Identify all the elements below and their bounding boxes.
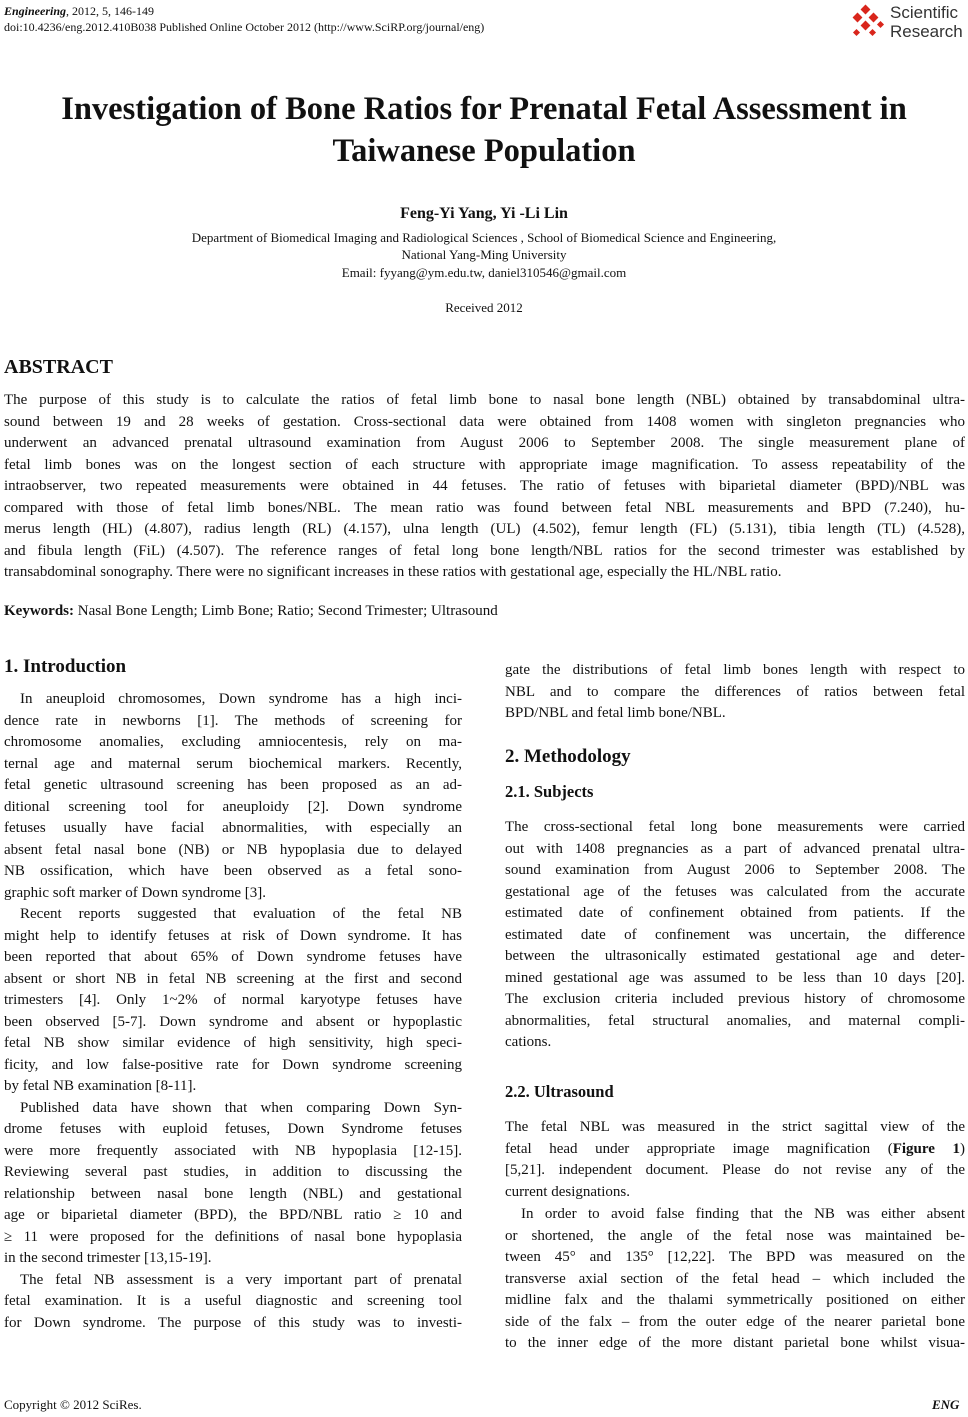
body-line: Recent reports suggested that evaluation of the fetal NB <box>20 906 462 922</box>
body-line: ditional screening tool for aneuploidy [2]. Down syndrome <box>4 798 462 815</box>
keywords-label: Keywords: <box>4 603 74 619</box>
body-line: [5,21]. independent document. Please do not revise any of the <box>505 1162 965 1178</box>
scirp-logo <box>848 2 966 42</box>
abstract-line: transabdominal sonography. There were no significant increases in these ratios with gestational age, especially the HL/NBL ratio. <box>4 564 782 580</box>
body-line: NB ossification, which have been observed as a fetal sono- <box>4 863 462 879</box>
body-line: dence rate in newborns [1]. The methods of screening for <box>4 712 462 729</box>
body-line: chromosome anomalies, excluding amniocentesis, rely on ma- <box>4 734 462 750</box>
abstract-line: underwent an advanced prenatal ultrasound examination from August 2006 to September 2008. The single measurement plane of <box>4 435 965 451</box>
body-line: abnormalities, fetal structural anomalies, and maternal compli- <box>505 1012 965 1029</box>
scirp-logo-icon <box>848 4 888 40</box>
body-line: In order to avoid false finding that the NB was either absent <box>521 1206 965 1222</box>
body-line: ficity, and low false-positive rate for Down syndrome screening <box>4 1056 462 1073</box>
body-line <box>505 1139 965 1161</box>
body-line: graphic soft marker of Down syndrome [3]. <box>4 884 267 901</box>
body-line: absent fetal nasal bone (NB) or NB hypoplasia due to delayed <box>4 841 462 858</box>
body-line: out with 1408 pregnancies as a part of advanced prenatal ultra- <box>505 840 965 857</box>
affiliation-line: National Yang-Ming University <box>401 247 567 262</box>
body-line: gestational age of the fetuses was calculated from the accurate <box>505 883 965 900</box>
body-line: Reviewing several past studies, in addition to discussing the <box>4 1164 462 1180</box>
body-line: to the inner edge of the more distant parietal bone whilst visua- <box>505 1335 965 1351</box>
abstract-line: sound between 19 and 28 weeks of gestation. Cross-sectional data were obtained from 1408 women with singleton pregnancies who <box>4 413 965 430</box>
logo-word-research: Research <box>890 22 963 41</box>
abstract-line: fetal limb bones was on the longest section of each structure with appropriate image magnification. To assess repeatability of the <box>4 456 965 473</box>
logo-word-scientific: Scientific <box>890 3 959 22</box>
body-line: The cross-sectional fetal long bone measurements were carried <box>505 819 965 835</box>
body-line: current designations. <box>505 1183 630 1200</box>
body-line: In aneuploid chromosomes, Down syndrome has a high inci- <box>20 691 462 707</box>
subsection-heading-subjects: 2.1. Subjects <box>505 782 594 801</box>
body-line: midline falx and the thalami symmetrically positioned on either <box>505 1292 965 1308</box>
body-line: drome fetuses with euploid fetuses, Down Syndrome fetuses <box>4 1121 462 1137</box>
body-line: relationship between nasal bone length (NBL) and gestational <box>4 1185 462 1202</box>
abstract-heading: ABSTRACT <box>4 356 113 378</box>
body-line: gate the distributions of fetal limb bones length with respect to <box>505 662 965 678</box>
body-line: absent or short NB in fetal NB screening at the first and second <box>4 970 462 987</box>
title-line: Taiwanese Population <box>332 133 636 169</box>
title-line: Investigation of Bone Ratios for Prenatal Fetal Assessment in <box>61 91 907 127</box>
body-line: been reported that about 65% of Down syndrome fetuses have <box>4 949 462 965</box>
body-line: tween 45° and 135° [12,22]. The BPD was measured on the <box>505 1249 965 1265</box>
body-line: trimesters [4]. Only 1~2% of normal karyotype fetuses have <box>4 992 462 1008</box>
body-line: by fetal NB examination [8-11]. <box>4 1078 197 1094</box>
body-line: between the ultrasonically estimated gestational age and deter- <box>505 948 965 964</box>
figure-reference-link[interactable]: Figure 1 <box>892 1140 960 1157</box>
abstract-line: and fibula length (FiL) (4.507). The reference ranges of fetal long bone length/NBL ratios for the second trimester was established by <box>4 542 965 559</box>
body-text: ) <box>960 1140 965 1157</box>
body-line: or shortened, the angle of the fetal nose was maintained be- <box>505 1227 965 1244</box>
body-line: The exclusion criteria included previous history of chromosome <box>505 991 965 1007</box>
journal-name: Engineering <box>4 4 67 18</box>
author-email: Email: fyyang@ym.edu.tw, daniel310546@gmail.com <box>341 265 627 280</box>
body-line: fetuses usually have facial abnormalities, with especially an <box>4 820 462 836</box>
body-line: BPD/NBL and fetal limb bone/NBL. <box>505 705 726 721</box>
body-line: side of the falx – from the outer edge of the nearer parietal bone <box>505 1313 965 1330</box>
body-line: fetal examination. It is a useful diagnostic and screening tool <box>4 1293 462 1309</box>
section-heading-introduction: 1. Introduction <box>4 656 127 677</box>
received-date: Received 2012 <box>445 300 523 315</box>
body-line: fetal NB show similar evidence of high sensitivity, high speci- <box>4 1035 462 1051</box>
section-heading-methodology: 2. Methodology <box>505 746 631 767</box>
journal-issue: , 2012, 5, 146-149 <box>66 4 155 18</box>
body-line: transverse axial section of the fetal head – which included the <box>505 1270 965 1287</box>
journal-citation <box>4 4 154 18</box>
body-line: fetal genetic ultrasound screening has been proposed as an ad- <box>4 777 462 793</box>
body-line: age or biparietal diameter (BPD), the BPD/NBL ratio ≥ 10 and <box>4 1207 462 1223</box>
body-line: might help to identify fetuses at risk of Down syndrome. It has <box>4 927 462 944</box>
authors: Feng-Yi Yang, Yi -Li Lin <box>400 205 568 222</box>
body-line: estimated date of confinement obtained from patients. If the <box>505 905 965 921</box>
body-line: ≥ 11 were proposed for the definitions of nasal bone hypoplasia <box>4 1228 462 1245</box>
body-line: been observed [5-7]. Down syndrome and absent or hypoplastic <box>4 1013 462 1030</box>
body-text: fetal head under appropriate image magnification ( <box>505 1140 893 1157</box>
body-line: ternal age and maternal serum biochemical markers. Recently, <box>4 755 462 772</box>
copyright: Copyright © 2012 SciRes. <box>4 1397 142 1412</box>
body-line: Published data have shown that when comparing Down Syn- <box>20 1099 462 1116</box>
body-line: The fetal NBL was measured in the strict sagittal view of the <box>505 1119 965 1135</box>
abstract-line: compared with those of fetal limb bones/NBL. The mean ratio was found between fetal NBL measurements and BPD (7.240), hu- <box>4 499 965 516</box>
subsection-heading-ultrasound: 2.2. Ultrasound <box>505 1082 614 1101</box>
body-line: sound examination from August 2006 to September 2008. The <box>505 862 965 878</box>
affiliation-line: Department of Biomedical Imaging and Radiological Sciences , School of Biomedical Science and Engineering, <box>191 230 777 245</box>
keywords-text: Nasal Bone Length; Limb Bone; Ratio; Second Trimester; Ultrasound <box>74 603 498 619</box>
body-line: The fetal NB assessment is a very important part of prenatal <box>20 1271 462 1288</box>
abstract-line: merus length (HL) (4.807), radius length (RL) (4.157), ulna length (UL) (4.502), femur length (FL) (5.131), tibia length (TL) (4.528), <box>4 521 965 537</box>
body-line: for Down syndrome. The purpose of this study was to investi- <box>4 1314 462 1331</box>
journal-abbreviation: ENG <box>932 1397 960 1412</box>
body-line: NBL and to compare the differences of ratios between fetal <box>505 683 965 700</box>
abstract-line: The purpose of this study is to calculate the ratios of fetal limb bone to nasal bone length (NBL) obtained by transabdominal ultra- <box>4 392 965 408</box>
paper-title <box>0 88 968 172</box>
doi-line: doi:10.4236/eng.2012.410B038 Published Online October 2012 (http://www.SciRP.org/journal/eng) <box>4 20 485 34</box>
body-line: cations. <box>505 1034 552 1050</box>
body-line: estimated date of confinement was uncertain, the difference <box>505 926 965 943</box>
body-line: were more frequently associated with NB hypoplasia [12-15]. <box>4 1142 462 1159</box>
body-line: mined gestational age was assumed to be less than 10 days [20]. <box>505 969 965 986</box>
abstract-line: intraobserver, two repeated measurements were obtained in 44 fetuses. The ratio of fetuses with biparietal diameter (BPD)/NBL was <box>4 478 965 494</box>
keywords <box>4 601 965 623</box>
body-line: in the second trimester [13,15-19]. <box>4 1250 212 1266</box>
